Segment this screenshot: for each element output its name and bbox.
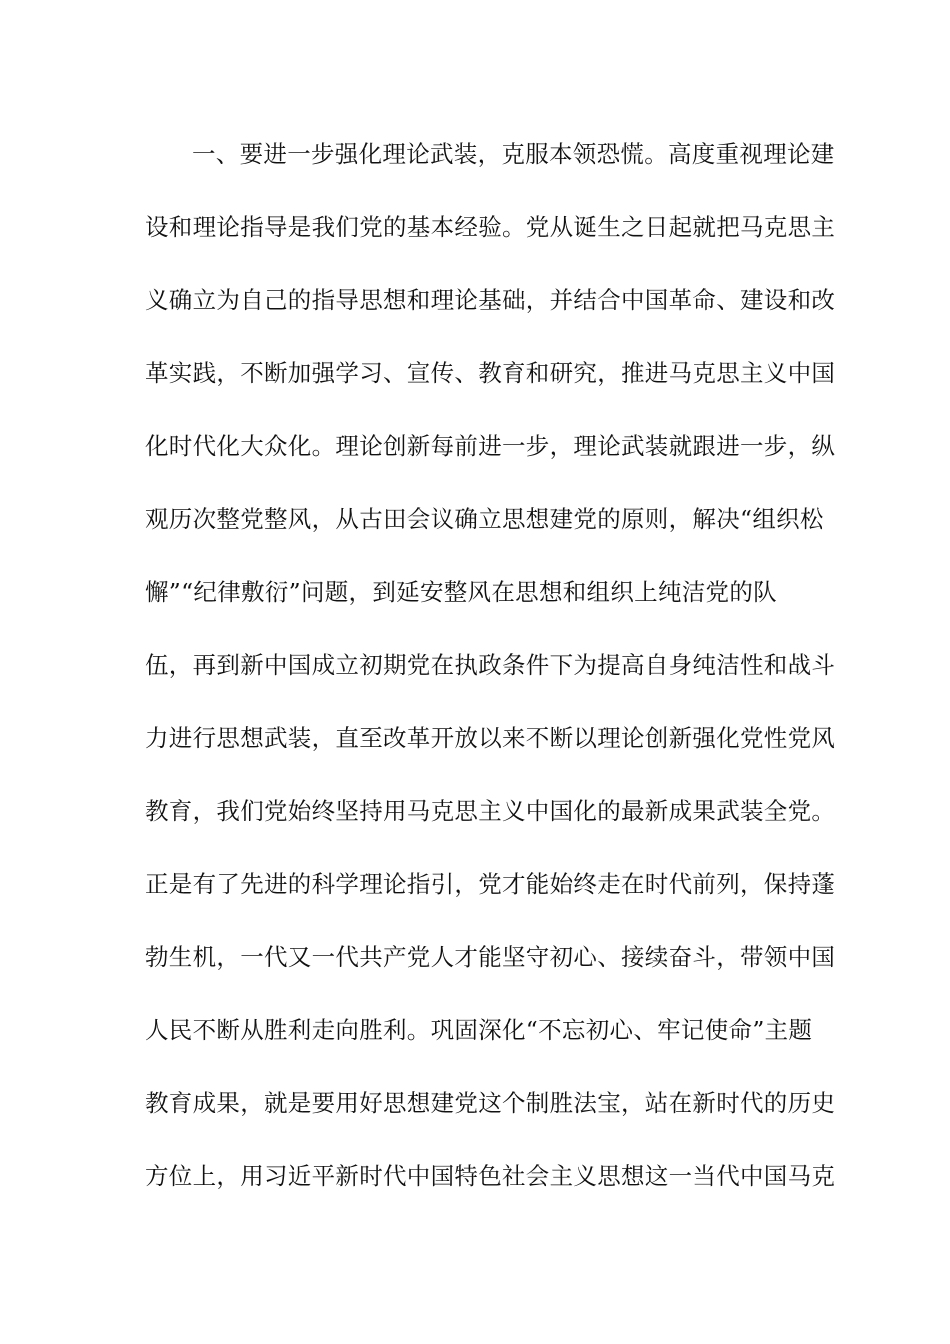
text-line: 方位上，用习近平新时代中国特色社会主义思想这一当代中国马克 xyxy=(145,1162,836,1190)
text-line: 革实践，不断加强学习、宣传、教育和研究，推进马克思主义中国 xyxy=(145,359,836,387)
text-line: 化时代化大众化。理论创新每前进一步，理论武装就跟进一步，纵 xyxy=(145,432,836,460)
text-line: 观历次整党整风，从古田会议确立思想建党的原则，解决“组织松 xyxy=(145,505,824,533)
text-line: 人民不断从胜利走向胜利。巩固深化“不忘初心、牢记使命”主题 xyxy=(145,1016,813,1044)
text-line: 教育成果，就是要用好思想建党这个制胜法宝，站在新时代的历史 xyxy=(145,1089,836,1117)
text-line: 教育，我们党始终坚持用马克思主义中国化的最新成果武装全党。 xyxy=(145,797,836,825)
text-line: 伍，再到新中国成立初期党在执政条件下为提高自身纯洁性和战斗 xyxy=(145,651,836,679)
text-line: 正是有了先进的科学理论指引，党才能始终走在时代前列，保持蓬 xyxy=(145,870,836,898)
text-line: 懈”“纪律敷衍”问题，到延安整风在思想和组织上纯洁党的队 xyxy=(145,578,777,606)
paragraph xyxy=(145,131,836,1226)
text-line: 设和理论指导是我们党的基本经验。党从诞生之日起就把马克思主 xyxy=(145,213,836,241)
text-line: 义确立为自己的指导思想和理论基础，并结合中国革命、建设和改 xyxy=(145,286,836,314)
text-line: 一、要进一步强化理论武装，克服本领恐慌。高度重视理论建 xyxy=(192,140,835,168)
text-line: 力进行思想武装，直至改革开放以来不断以理论创新强化党性党风 xyxy=(145,724,836,752)
text-line: 勃生机，一代又一代共产党人才能坚守初心、接续奋斗，带领中国 xyxy=(145,943,836,971)
